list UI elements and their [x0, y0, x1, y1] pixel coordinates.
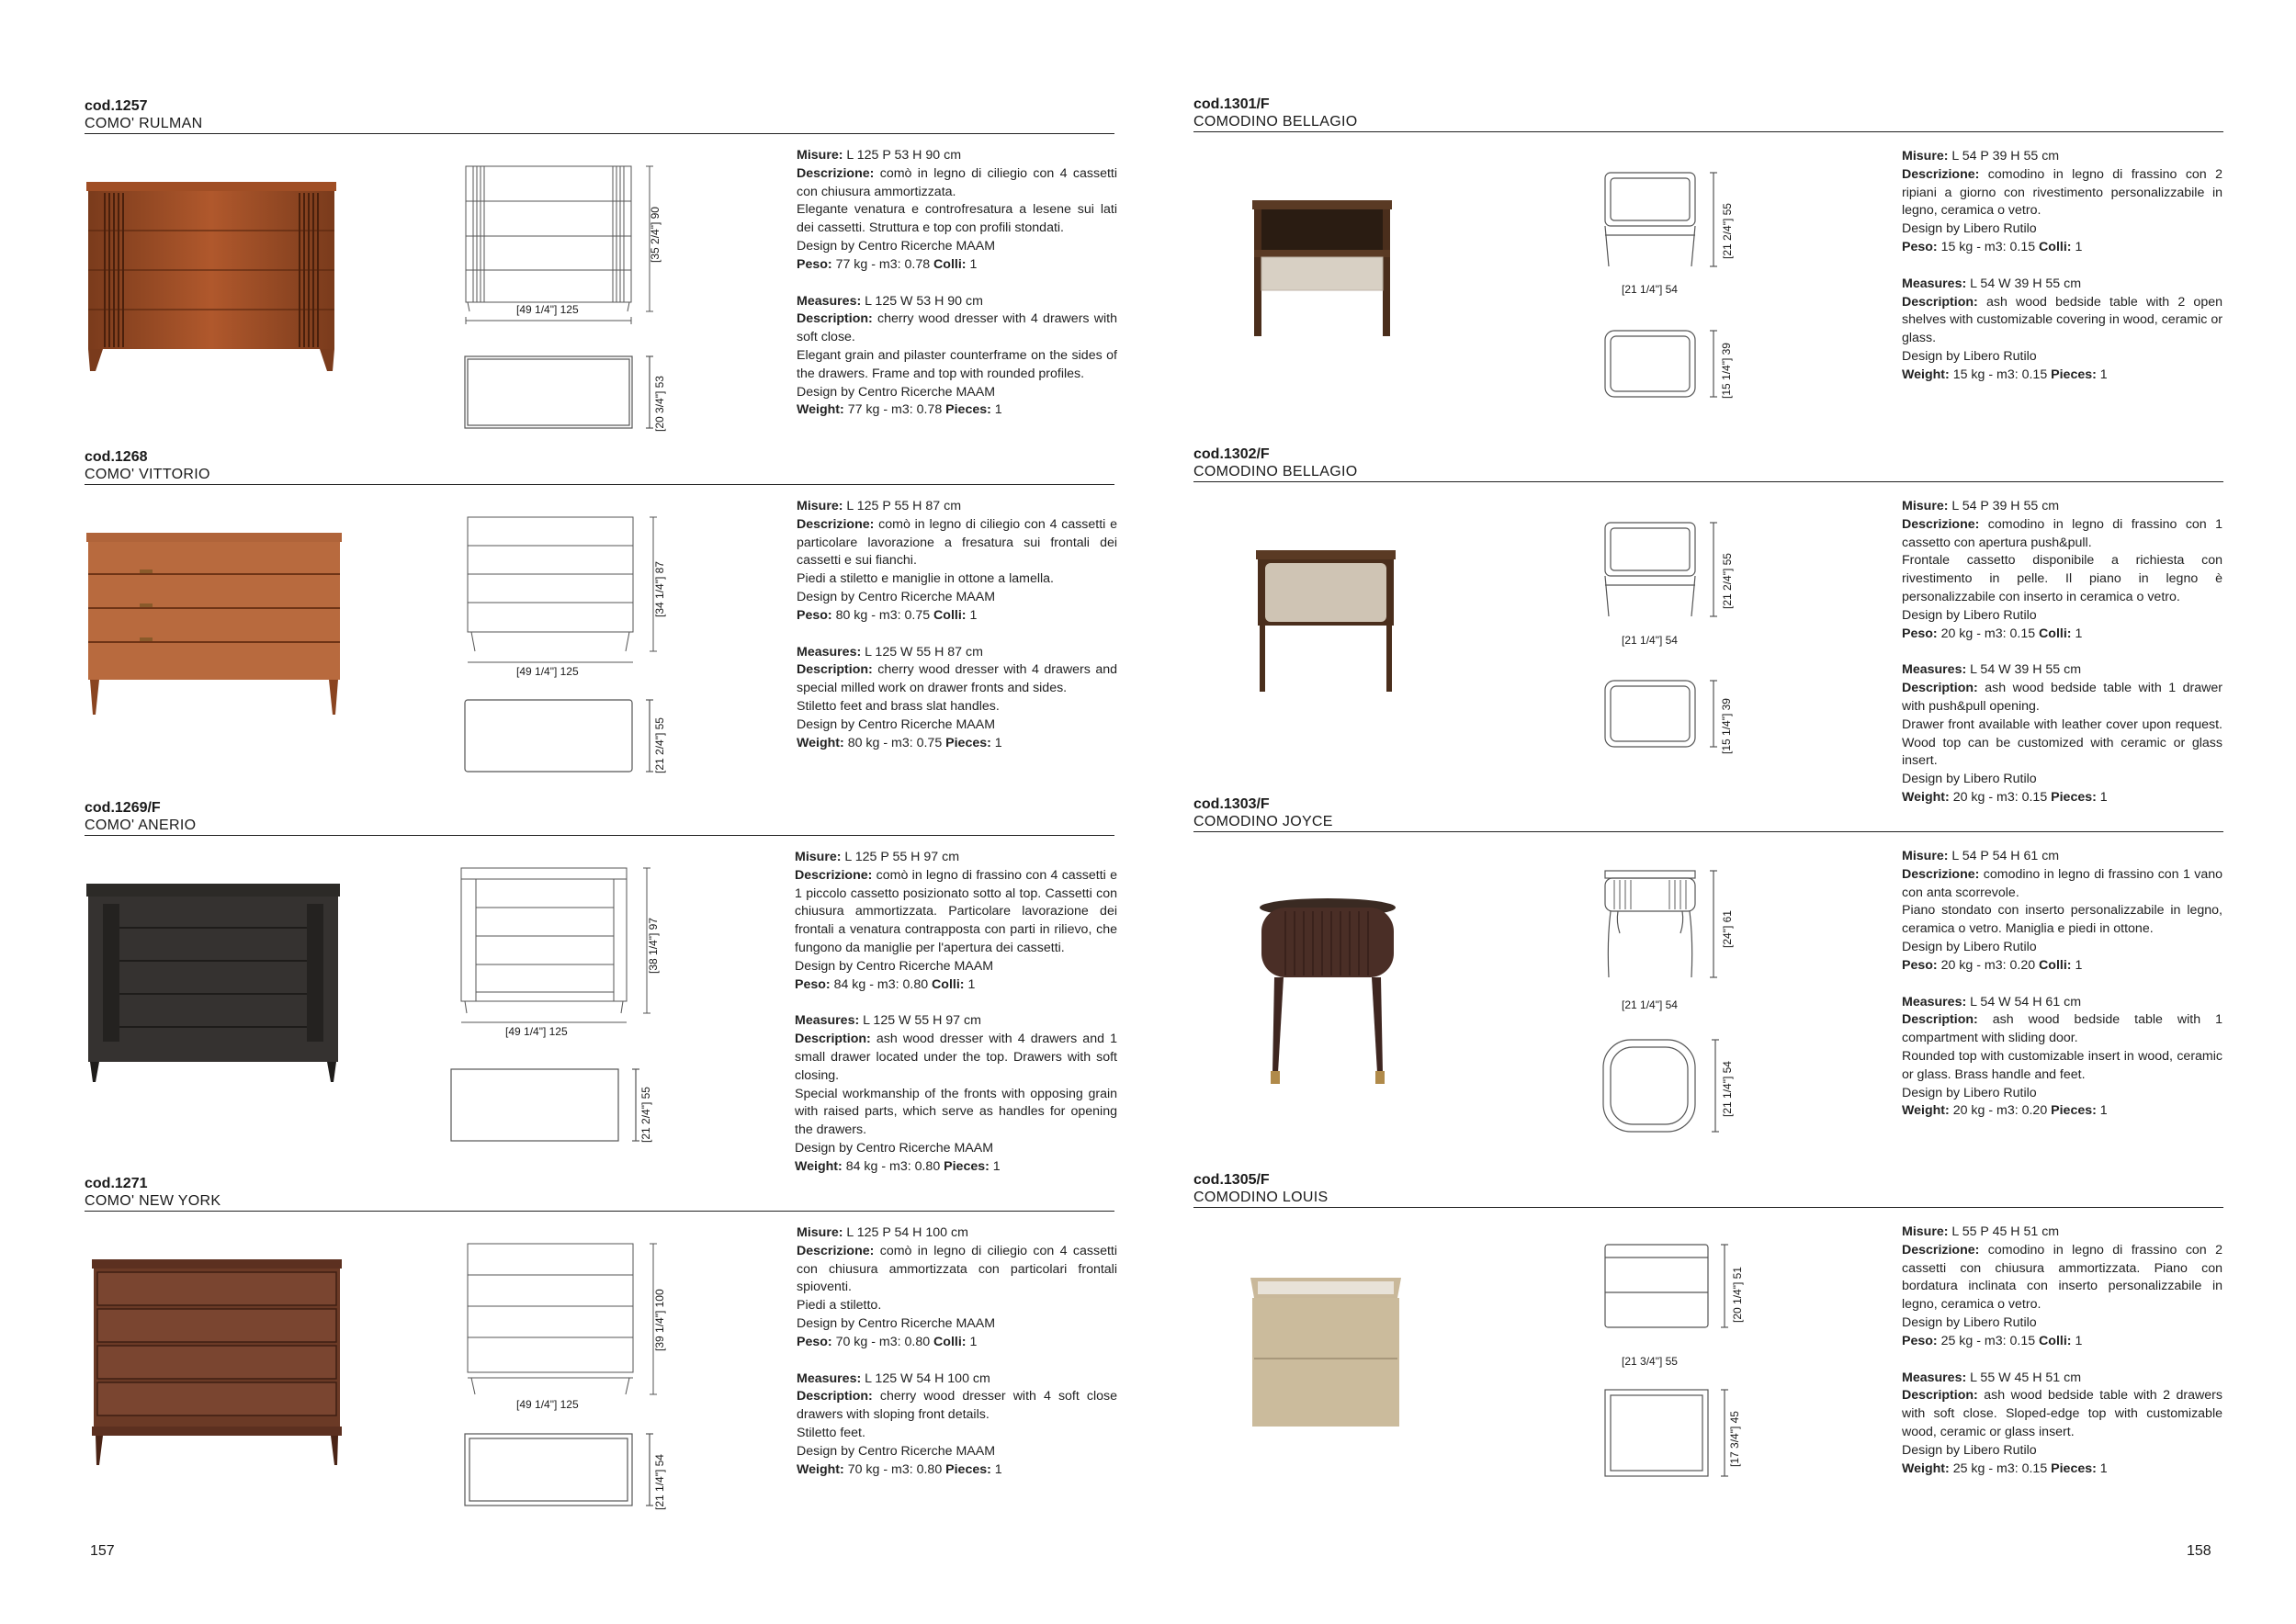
product-entry: [85, 448, 1117, 797]
section-divider: [85, 835, 1114, 836]
dimension-depth: [21 1/4"] 54: [1721, 1061, 1734, 1117]
product-code: cod.1257: [85, 98, 148, 114]
dimension-width: [21 3/4"] 55: [1622, 1355, 1678, 1368]
dimension-width: [21 1/4"] 54: [1622, 998, 1678, 1011]
product-description: Misure: L 54 P 39 H 55 cm Descrizione: comodino in legno di frassino con 1 cassetto con apertura push&pull. Frontale cassetto disponibile a richiesta con rivestimento in pelle. Il piano in legno è personalizzabile con inserto in ceramica o vetro. Design by Libero Rutilo Peso: 20 kg - m3: 0.15 Colli: 1 Measures: L 54 W 39 H 55 cm Description: ash wood bedside table with 1 drawer with push&pull opening. Drawer front available with leather cover upon request. Wood top can be customized with ceramic or glass insert. Design by Libero Rutilo Weight: 20 kg - m3: 0.15 Pieces: 1: [1902, 499, 2222, 805]
product-name: COMODINO JOYCE: [1193, 814, 1333, 829]
dimension-width: [49 1/4"] 125: [505, 1025, 568, 1038]
dimension-width: [21 1/4"] 54: [1622, 283, 1678, 296]
product-entry: [1193, 96, 2223, 445]
product-name: COMODINO BELLAGIO: [1193, 114, 1358, 130]
dimension-width: [49 1/4"] 125: [516, 1398, 579, 1411]
section-divider: [85, 484, 1114, 485]
technical-drawing-front: [457, 1242, 686, 1403]
product-description: Misure: L 125 P 55 H 87 cm Descrizione: comò in legno di ciliegio con 4 cassetti e particolare lavorazione a fresatura sui frontali dei cassetti e sui fianchi. Piedi a stiletto e maniglie in ottone a lamella. Design by Centro Ricerche MAAM Peso: 80 kg - m3: 0.75 Colli: 1 Measures: L 125 W 55 H 87 cm Description: cherry wood dresser with 4 drawers and special milled work on drawer fronts and sides. Stiletto feet and brass slat handles. Design by Centro Ricerche MAAM Weight: 80 kg - m3: 0.75 Pieces: 1: [797, 499, 1117, 750]
product-entry: [85, 1175, 1117, 1524]
product-entry: [85, 799, 1117, 1176]
section-divider: [1193, 831, 2223, 832]
product-entry: [85, 97, 1117, 446]
dimension-height: [21 2/4"] 55: [1721, 553, 1734, 609]
technical-drawing-top: [1601, 675, 1730, 758]
bedside-table-photo-icon: [1249, 197, 1396, 344]
dimension-height: [24"] 61: [1721, 910, 1734, 948]
technical-drawing-front: [457, 515, 686, 676]
product-description: Misure: L 125 P 55 H 97 cm Descrizione: comò in legno di frassino con 4 cassetti e 1 piccolo cassetto posizionato sotto al top. Cassetti con chiusura ammortizzata. Particolare lavorazione dei frontali a venatura contrapposta con parti in rilievo, che fungono da maniglie per l'apertura dei cassetti. Design by Centro Ricerche MAAM Peso: 84 kg - m3: 0.80 Colli: 1 Measures: L 125 W 55 H 97 cm Description: ash wood dresser with 4 drawers and 1 small drawer located under the top. Drawers with soft closing. Special workmanship of the fronts with opposing grain with raised parts, which serve as handles for opening the drawers. Design by Centro Ricerche MAAM Weight: 84 kg - m3: 0.80 Pieces: 1: [795, 850, 1117, 1174]
section-divider: [85, 1211, 1114, 1212]
dimension-width: [49 1/4"] 125: [516, 303, 579, 316]
section-divider: [1193, 131, 2223, 132]
dimension-depth: [17 3/4"] 45: [1728, 1411, 1741, 1467]
product-description: Misure: L 125 P 53 H 90 cm Descrizione: comò in legno di ciliegio con 4 cassetti con chiusura ammortizzata. Elegante venatura e controfresatura a lesene sui lati dei cassetti. Struttura e top con profili stondati. Design by Centro Ricerche MAAM Peso: 77 kg - m3: 0.78 Colli: 1 Measures: L 125 W 53 H 90 cm Description: cherry wood dresser with 4 drawers with soft close. Elegant grain and pilaster counterframe on the sides of the drawers. Frame and top with rounded profiles. Design by Centro Ricerche MAAM Weight: 77 kg - m3: 0.78 Pieces: 1: [797, 148, 1117, 418]
dimension-height: [38 1/4"] 97: [647, 918, 660, 974]
product-name: COMO' RULMAN: [85, 116, 203, 131]
product-code: cod.1271: [85, 1176, 148, 1191]
dresser-photo-icon: [85, 1257, 351, 1478]
technical-drawing-front: [1598, 519, 1736, 648]
product-description: Misure: L 54 P 54 H 61 cm Descrizione: comodino in legno di frassino con 1 vano con anta scorrevole. Piano stondato con inserto personalizzabile in legno, ceramica o vetro. Maniglia e piedi in ottone. Design by Libero Rutilo Peso: 20 kg - m3: 0.20 Colli: 1 Measures: L 54 W 54 H 61 cm Description: ash wood bedside table with 1 compartment with sliding door. Rounded top with customizable insert in wood, ceramic or glass. Brass handle and feet. Design by Libero Rutilo Weight: 20 kg - m3: 0.20 Pieces: 1: [1902, 849, 2222, 1119]
technical-drawing-front: [1598, 169, 1736, 298]
product-code: cod.1301/F: [1193, 96, 1270, 112]
product-code: cod.1305/F: [1193, 1172, 1270, 1188]
product-description: Misure: L 55 P 45 H 51 cm Descrizione: comodino in legno di frassino con 2 cassetti con chiusura ammortizzata. Piano con bordatura inclinata con inserto personalizzabile in legno, ceramica o vetro. Design by Libero Rutilo Peso: 25 kg - m3: 0.15 Colli: 1 Measures: L 55 W 45 H 51 cm Description: ash wood bedside table with 2 drawers with soft close. Sloped-edge top with customizable wood, ceramic or glass insert. Design by Libero Rutilo Weight: 25 kg - m3: 0.15 Pieces: 1: [1902, 1224, 2222, 1476]
dimension-height: [20 1/4"] 51: [1731, 1267, 1744, 1323]
page-number-left: 157: [90, 1543, 115, 1559]
dresser-photo-icon: [85, 180, 351, 373]
technical-drawing-top: [1601, 325, 1730, 408]
product-name: COMODINO BELLAGIO: [1193, 464, 1358, 479]
technical-drawing-top: [1598, 1384, 1736, 1485]
product-code: cod.1303/F: [1193, 796, 1270, 812]
dimension-depth: [15 1/4"] 39: [1720, 343, 1733, 399]
dimension-height: [21 2/4"] 55: [1721, 203, 1734, 259]
product-name: COMO' VITTORIO: [85, 467, 210, 482]
technical-drawing-top: [461, 353, 663, 437]
product-code: cod.1269/F: [85, 800, 161, 816]
technical-drawing-front: [1598, 867, 1736, 1005]
technical-drawing-top: [461, 1430, 663, 1515]
section-divider: [85, 133, 1114, 134]
technical-drawing-top: [447, 1066, 650, 1150]
product-entry: [1193, 1171, 2223, 1539]
dimension-height: [35 2/4"] 90: [649, 207, 662, 263]
product-name: COMO' ANERIO: [85, 818, 197, 833]
product-name: COMODINO LOUIS: [1193, 1190, 1329, 1205]
dimension-height: [34 1/4"] 87: [653, 561, 666, 617]
product-description: Misure: L 125 P 54 H 100 cm Descrizione: comò in legno di ciliegio con 4 cassetti con chiusura ammortizzata con particolari frontali spioventi. Piedi a stiletto. Design by Centro Ricerche MAAM Peso: 70 kg - m3: 0.80 Colli: 1 Measures: L 125 W 54 H 100 cm Description: cherry wood dresser with 4 soft close drawers with sloping front details. Stiletto feet. Design by Centro Ricerche MAAM Weight: 70 kg - m3: 0.80 Pieces: 1: [797, 1225, 1117, 1477]
product-code: cod.1268: [85, 449, 148, 465]
dimension-width: [49 1/4"] 125: [516, 665, 579, 678]
bedside-table-photo-icon: [1252, 547, 1399, 703]
product-description: Misure: L 54 P 39 H 55 cm Descrizione: comodino in legno di frassino con 2 ripiani a giorno con rivestimento personalizzabile in legno, ceramica o vetro. Design by Libero Rutilo Peso: 15 kg - m3: 0.15 Colli: 1 Measures: L 54 W 39 H 55 cm Description: ash wood bedside table with 2 open shelves with customizable covering in wood, ceramic or glass. Design by Libero Rutilo Weight: 15 kg - m3: 0.15 Pieces: 1: [1902, 149, 2222, 382]
dimension-depth: [21 2/4"] 55: [639, 1087, 652, 1143]
dimension-height: [39 1/4"] 100: [653, 1289, 666, 1351]
section-divider: [1193, 1207, 2223, 1208]
dimension-depth: [20 3/4"] 53: [653, 376, 666, 432]
dimension-depth: [15 1/4"] 39: [1720, 698, 1733, 754]
dresser-photo-icon: [85, 882, 351, 1084]
bedside-table-photo-icon: [1245, 1270, 1410, 1436]
bedside-table-photo-icon: [1258, 897, 1405, 1099]
technical-drawing-top: [461, 696, 663, 781]
dimension-depth: [21 2/4"] 55: [653, 717, 666, 773]
page-number-right: 158: [2187, 1543, 2211, 1559]
product-name: COMO' NEW YORK: [85, 1193, 221, 1209]
technical-drawing-front: [1598, 1241, 1736, 1351]
dimension-depth: [21 1/4"] 54: [653, 1454, 666, 1510]
product-entry: [1193, 795, 2223, 1163]
dresser-photo-icon: [85, 531, 351, 724]
section-divider: [1193, 481, 2223, 482]
dimension-width: [21 1/4"] 54: [1622, 634, 1678, 647]
product-code: cod.1302/F: [1193, 446, 1270, 462]
technical-drawing-top: [1598, 1036, 1736, 1145]
